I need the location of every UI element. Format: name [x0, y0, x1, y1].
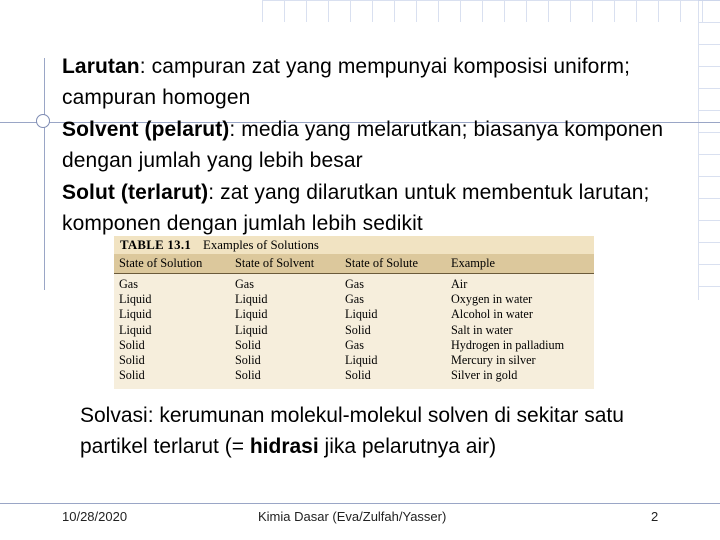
table-cell: Liquid	[345, 307, 378, 322]
term-solvent: Solvent (pelarut)	[62, 117, 230, 141]
footer-title: Kimia Dasar (Eva/Zulfah/Yasser)	[258, 509, 447, 524]
table-cell: Solid	[235, 352, 261, 367]
table-body	[114, 277, 594, 383]
table-cell: Liquid	[235, 292, 268, 307]
table-header-cell: State of Solvent	[235, 256, 315, 270]
definition-solvent-text: : media yang melarutkan; biasanya komponen dengan jumlah yang lebih besar	[62, 117, 664, 173]
table-cell: Oxygen in water	[451, 292, 533, 307]
decorative-grid-right	[698, 0, 720, 300]
definition-solut	[62, 177, 692, 240]
term-solut: Solut (terlarut)	[62, 180, 209, 204]
table-cell: Air	[451, 277, 468, 291]
table-header-cell: Example	[451, 256, 496, 270]
table-cell: Solid	[345, 368, 371, 383]
table-cell: Liquid	[235, 307, 268, 322]
table-cell: Liquid	[119, 307, 152, 322]
decorative-ring-icon	[36, 114, 50, 128]
page-number: 2	[651, 509, 659, 524]
solvasi-definition	[80, 400, 640, 462]
table-number: TABLE 13.1	[120, 238, 192, 252]
table-header-row	[114, 254, 594, 274]
table-row	[114, 353, 594, 368]
definitions-text	[62, 51, 692, 239]
table-row	[114, 323, 594, 338]
term-larutan: Larutan	[62, 55, 140, 78]
table-row	[114, 368, 594, 383]
table-cell: Gas	[345, 337, 364, 352]
table-cell: Liquid	[235, 322, 268, 337]
decorative-grid-top	[262, 0, 720, 22]
table-cell: Gas	[235, 277, 254, 291]
decorative-vertical-line	[44, 58, 45, 290]
solutions-table	[114, 236, 594, 389]
table-cell: Liquid	[119, 322, 152, 337]
table-cell: Mercury in silver	[451, 352, 536, 367]
table-cell: Solid	[235, 337, 261, 352]
table-cell: Alcohol in water	[451, 307, 533, 322]
table-cell: Solid	[119, 368, 145, 383]
table-cell: Gas	[119, 277, 138, 291]
table-caption: Examples of Solutions	[203, 238, 319, 252]
table-cell: Silver in gold	[451, 368, 518, 383]
table-row	[114, 338, 594, 353]
table-cell: Solid	[119, 337, 145, 352]
table-title-bar	[114, 236, 594, 254]
table-header-cell: State of Solution	[119, 256, 203, 270]
table-cell: Gas	[345, 277, 364, 291]
table-cell: Salt in water	[451, 322, 513, 337]
definition-larutan-text: : campuran zat yang mempunyai komposisi uniform; campuran homogen	[62, 55, 631, 110]
table-row	[114, 292, 594, 307]
solvasi-text-1: : kerumunan molekul-molekul solven di sekitar satu partikel terlarut (=	[80, 404, 624, 458]
footer-divider	[0, 503, 720, 504]
definition-larutan	[62, 51, 692, 114]
table-header-cell: State of Solute	[345, 256, 418, 270]
term-hidrasi: hidrasi	[249, 435, 319, 458]
table-cell: Liquid	[119, 292, 152, 307]
table-row	[114, 307, 594, 322]
table-cell: Liquid	[345, 352, 378, 367]
table-cell: Hydrogen in palladium	[451, 337, 565, 352]
table-cell: Solid	[119, 352, 145, 367]
term-solvasi: Solvasi	[80, 404, 148, 427]
definition-solvent	[62, 114, 692, 177]
table-row	[114, 277, 594, 292]
table-cell: Gas	[345, 292, 364, 307]
solvasi-text-2: jika pelarutnya air)	[318, 435, 497, 458]
table-cell: Solid	[235, 368, 261, 383]
footer-date: 10/28/2020	[62, 509, 128, 524]
table-cell: Solid	[345, 322, 371, 337]
definition-solut-text: : zat yang dilarutkan untuk membentuk larutan; komponen dengan jumlah lebih sedikit	[62, 180, 650, 236]
